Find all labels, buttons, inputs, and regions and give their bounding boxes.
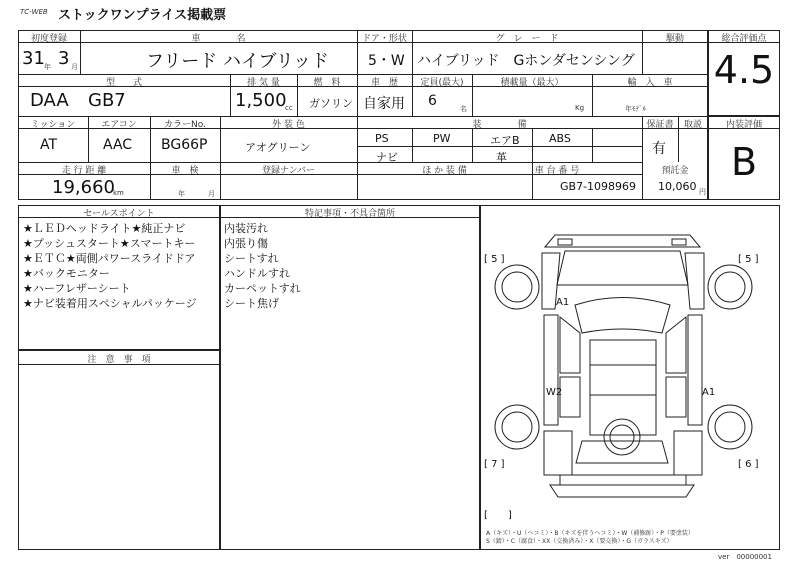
label-deposit: 預託金: [661, 166, 689, 176]
cautions-box: [18, 350, 220, 550]
marker-label-spare: [ ]: [484, 510, 512, 521]
interior-score-value: B: [730, 140, 758, 184]
sales-points-list: [23, 221, 197, 311]
first-reg-year-unit: 年: [44, 63, 51, 71]
door-shape-value: 5・W: [368, 53, 405, 69]
sales-point-item: ★ＥＴＣ★両側パワースライドドア: [23, 252, 196, 265]
equip-abs: ABS: [549, 132, 571, 145]
label-grade: グ レ ー ド: [495, 34, 559, 44]
exterior-value: アオグリーン: [245, 141, 311, 154]
color-no-value: BG66P: [161, 137, 208, 153]
label-displacement: 排 気 量: [247, 78, 280, 88]
special-note-item: カーペットすれ: [224, 282, 301, 295]
equip-ps: PS: [375, 132, 389, 145]
label-color-no: カラーNo.: [164, 120, 206, 130]
capacity-unit: 名: [460, 105, 467, 113]
mileage-value: 19,660: [52, 177, 115, 198]
sales-point-item: ★プッシュスタート★スマートキー: [23, 237, 196, 250]
label-other-equip: ほ か 装 備: [422, 166, 467, 176]
fender-right: [685, 253, 704, 309]
marker-label-bl: [ 7 ]: [484, 459, 505, 470]
label-car-name: 車 名: [191, 34, 246, 44]
label-manual: 取説: [683, 120, 702, 130]
label-history: 車 歴: [370, 78, 398, 88]
grade-value: ハイブリッド Gホンダセンシング: [417, 53, 635, 69]
brand-logo: TC-WEB: [20, 8, 48, 16]
import-note: 年ﾓﾃﾞﾙ: [625, 105, 646, 113]
label-import: 輸 入 車: [627, 78, 673, 88]
equip-navi: ナビ: [376, 151, 398, 164]
label-mission: ミッション: [30, 120, 76, 130]
label-plate: 登録ナンバー: [262, 166, 315, 176]
label-cautions: 注 意 事 項: [87, 355, 151, 365]
door-front-right: [666, 317, 686, 373]
door-front-left: [560, 317, 580, 373]
quarter-right: [674, 431, 702, 475]
label-warranty: 保証書: [646, 120, 674, 130]
marker-label-br: [ 6 ]: [738, 459, 759, 470]
damage-mark-a1-top: A1: [556, 297, 570, 308]
car-diagram: [480, 205, 780, 550]
page-title: ストックワンプライス掲載票: [58, 8, 227, 23]
first-reg-month-unit: 月: [71, 63, 78, 71]
sales-point-item: ★ナビ装着用スペシャルパッケージ: [23, 297, 197, 310]
car-name-value: フリード ハイブリッド: [146, 51, 330, 72]
load-unit: Kg: [575, 104, 585, 112]
label-chassis-no: 車 台 番 号: [534, 166, 580, 176]
label-load: 積載量（最大）: [500, 78, 564, 88]
sales-point-item: ★バックモニター: [23, 267, 110, 280]
label-exterior: 外 装 色: [272, 120, 305, 130]
inspection-month-unit: 月: [208, 190, 215, 198]
damage-mark-a1-right: A1: [702, 387, 716, 398]
rear-bumper: [550, 485, 694, 497]
rear-glass: [576, 441, 668, 463]
mission-value: AT: [40, 137, 58, 153]
special-note-item: 内装汚れ: [224, 222, 268, 235]
special-note-item: ハンドルすれ: [224, 267, 290, 280]
label-interior-score: 内装評価: [725, 120, 762, 130]
first-reg-month: 3: [58, 48, 70, 69]
deposit-unit: 円: [699, 188, 706, 196]
label-aircon: エアコン: [101, 120, 137, 130]
special-note-item: シートすれ: [224, 252, 279, 265]
legend-line-1: A（キズ）・U（ヘコミ）・B（キズを伴うヘコミ）・W（補修跡）・P（要塗装）: [486, 530, 694, 537]
special-note-item: 内張り傷: [224, 237, 268, 250]
special-note-item: シート焦げ: [224, 297, 279, 310]
special-notes-list: [224, 221, 301, 311]
equip-pw: PW: [433, 132, 451, 145]
hood: [557, 251, 688, 285]
wheel-spare: [604, 419, 640, 455]
displacement-value: 1,500: [235, 90, 287, 111]
label-equipment: 装 備: [472, 120, 527, 130]
displacement-unit: cc: [285, 104, 293, 112]
mileage-unit: km: [113, 189, 124, 197]
marker-label-tr: [ 5 ]: [738, 254, 759, 265]
label-model: 型 式: [105, 78, 142, 88]
label-mileage: 走 行 距 離: [61, 166, 107, 176]
first-reg-year: 31: [22, 48, 45, 69]
quarter-left: [544, 431, 572, 475]
history-value: 自家用: [363, 96, 405, 112]
door-rear-left: [560, 377, 580, 417]
sales-point-item: ★ハーフレザーシート: [23, 282, 131, 295]
windshield: [575, 298, 670, 334]
equip-airbag: エアB: [490, 134, 520, 147]
roof: [590, 340, 656, 435]
marker-label-tl: [ 5 ]: [484, 254, 505, 265]
label-first-reg: 初度登録: [30, 34, 67, 44]
model-prefix-value: DAA: [30, 90, 69, 111]
legend-line-2: S（錆）・C（腐食）・XX（交換済み）・X（要交換）・G（ガラスキズ）: [486, 538, 673, 545]
chassis-no-value: GB7-1098969: [560, 180, 637, 193]
label-capacity: 定員(最大): [420, 78, 464, 88]
label-inspection: 車 検: [171, 166, 199, 176]
damage-mark-w2: W2: [546, 387, 563, 398]
overall-score-value: 4.5: [713, 48, 775, 92]
label-overall-score: 総合評価点: [721, 34, 767, 44]
door-rear-right: [666, 377, 686, 417]
warranty-value: 有: [652, 141, 666, 157]
aircon-value: AAC: [103, 137, 133, 153]
version-label: ver 00000001: [718, 553, 772, 561]
label-special-notes: 特記事項・不具合箇所: [304, 209, 395, 219]
sales-point-item: ★ＬＥＤヘッドライト★純正ナビ: [23, 222, 186, 235]
label-drive: 駆動: [665, 34, 684, 44]
label-fuel: 燃 料: [313, 78, 341, 88]
label-door-shape: ドア・形状: [362, 34, 407, 44]
deposit-value: 10,060: [658, 180, 697, 193]
model-value: GB7: [88, 90, 126, 111]
inspection-year-unit: 年: [178, 190, 185, 198]
fuel-value: ガソリン: [309, 97, 353, 110]
capacity-value: 6: [428, 93, 437, 109]
equip-leather: 革: [496, 151, 507, 164]
label-sales-points: セールスポイント: [83, 209, 155, 219]
